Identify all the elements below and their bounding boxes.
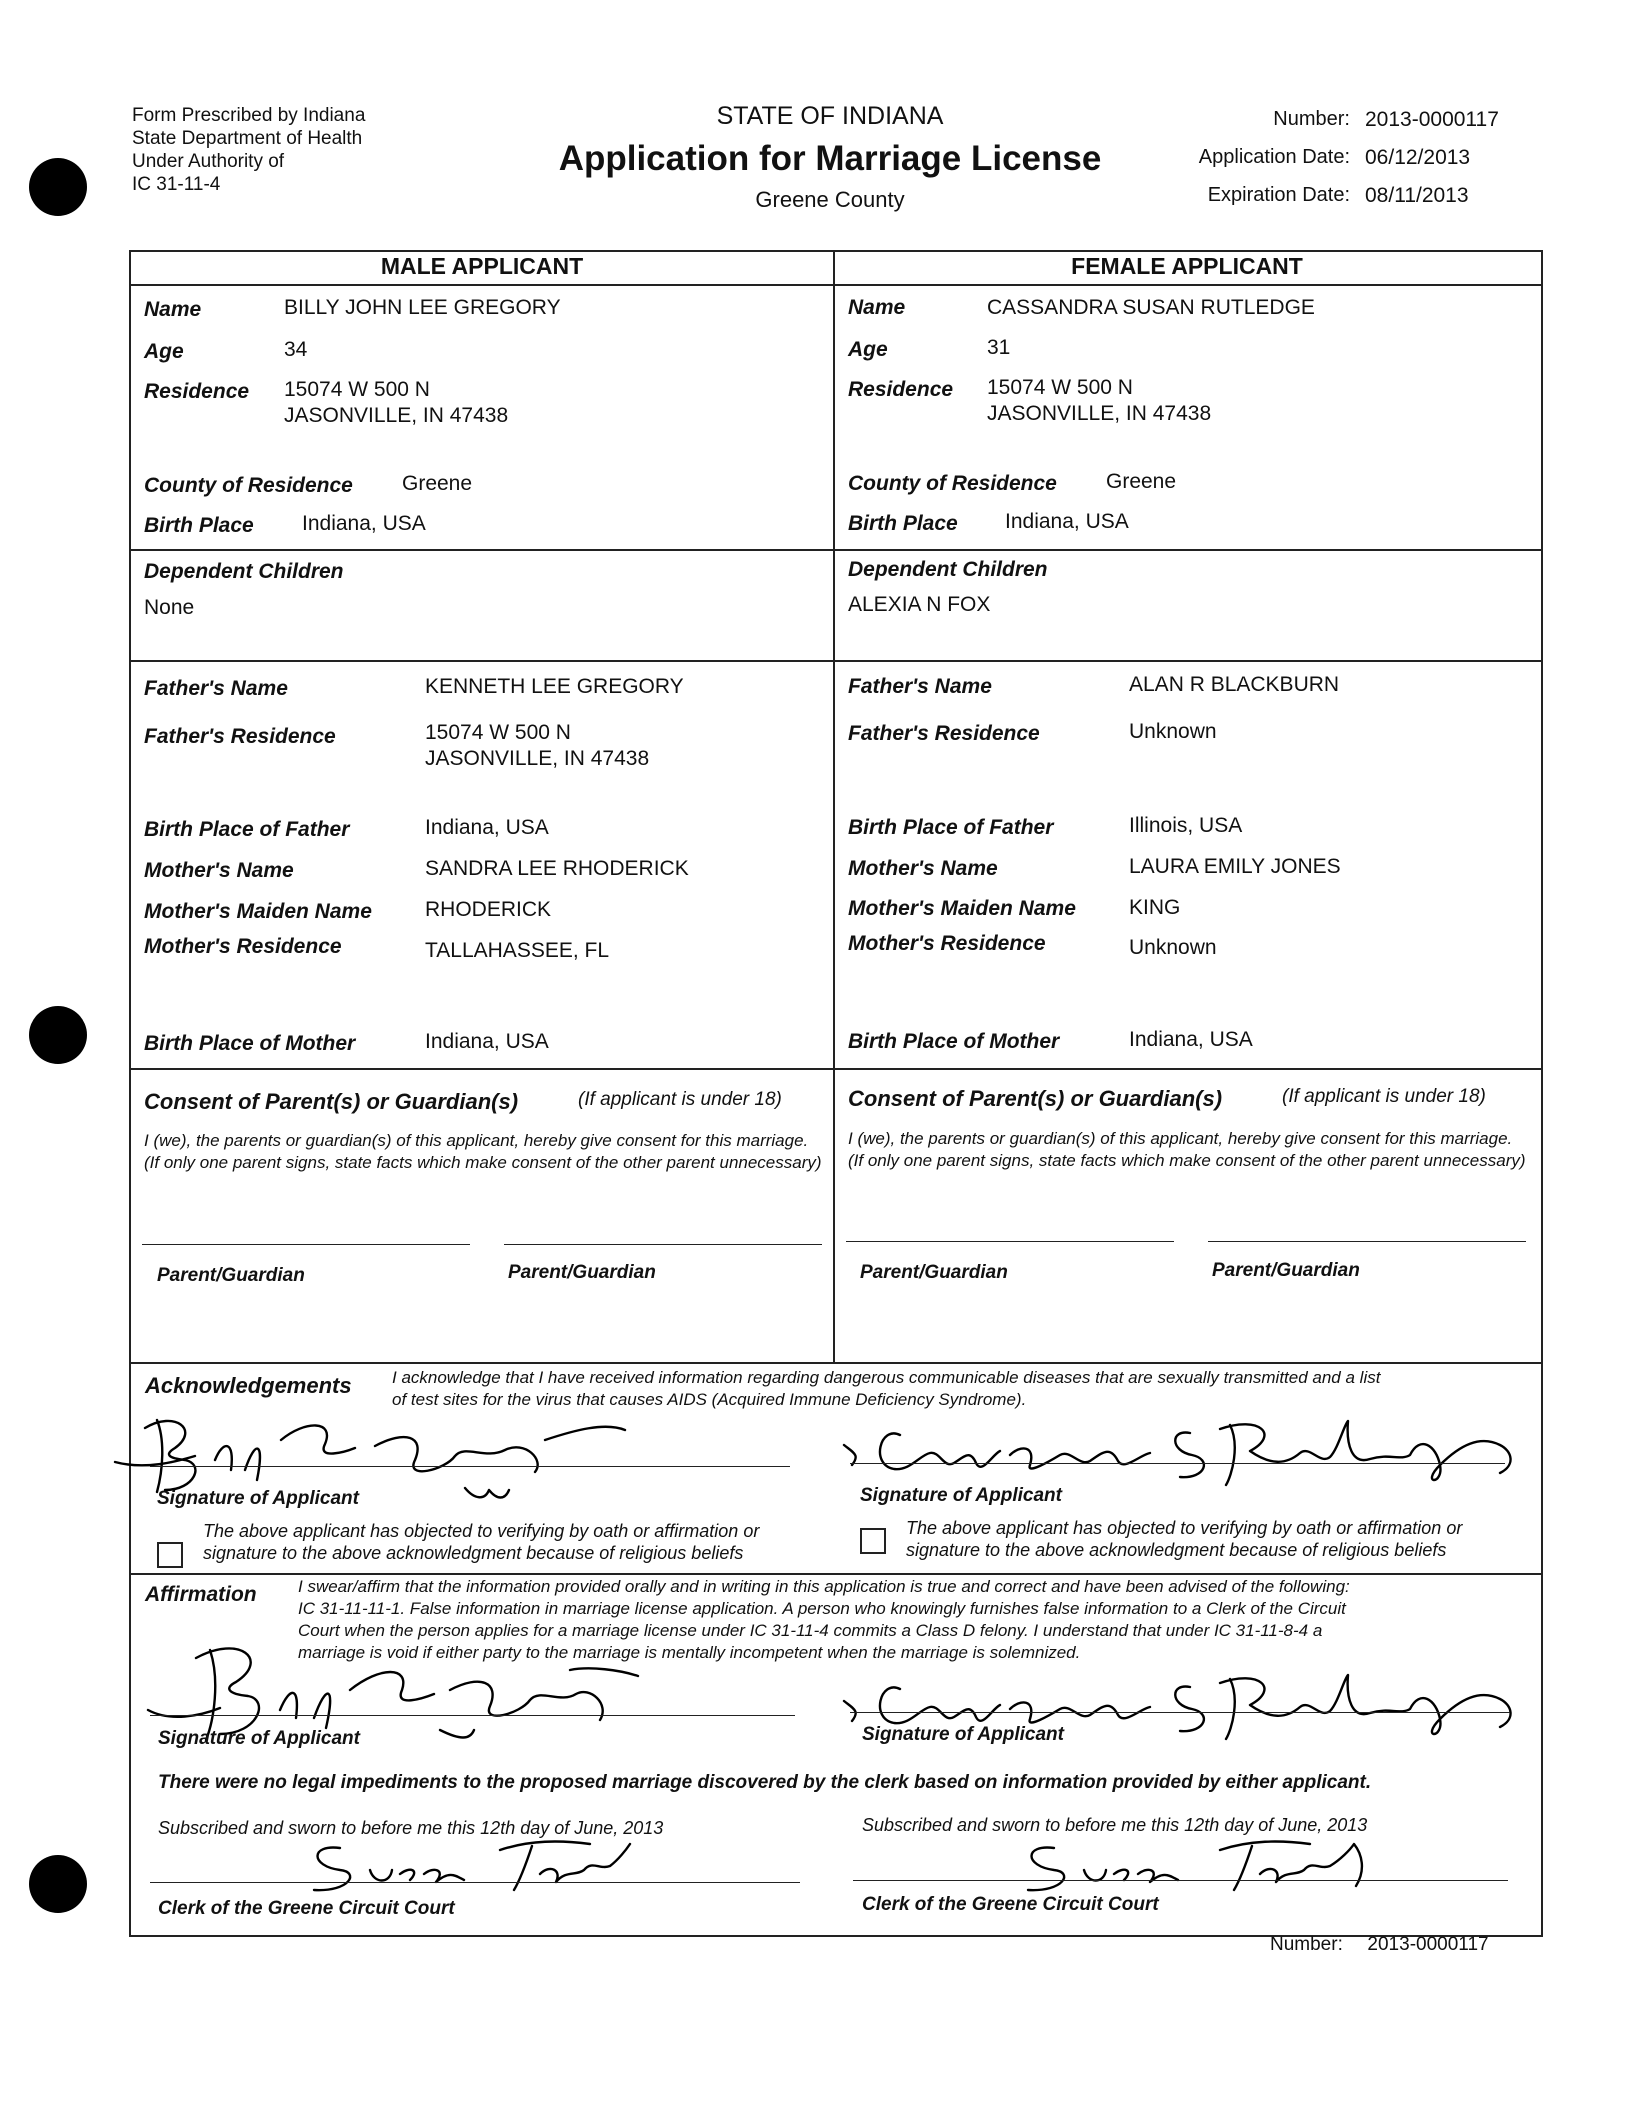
footer-number-value: 2013-0000117 bbox=[1367, 1934, 1489, 1955]
objection-text: The above applicant has objected to verifying by oath or affirmation or signature to the above acknowledgment because of religious beliefs bbox=[203, 1521, 760, 1563]
row-divider bbox=[129, 1362, 1541, 1364]
label-fathers-name: Father's Name bbox=[848, 675, 992, 698]
label-fathers-residence: Father's Residence bbox=[144, 725, 336, 748]
label-birth-place: Birth Place bbox=[848, 512, 958, 535]
subscribed-statement: Subscribed and sworn to before me this 12th day of June, 2013 bbox=[862, 1815, 1368, 1835]
male-residence-line2: JASONVILLE, IN 47438 bbox=[284, 404, 509, 427]
acknowledgements-text-line1: I acknowledge that I have received information regarding dangerous communicable diseases that are sexually transmitted and a list bbox=[392, 1368, 1381, 1387]
label-dependent-children: Dependent Children bbox=[144, 560, 344, 583]
affirmation-text-line3: Court when the person applies for a marriage license under IC 31-11-4 commits a Class D felony. I understand that under IC 31-11-8-4 a bbox=[298, 1621, 1323, 1640]
male-mothers-name: SANDRA LEE RHODERICK bbox=[425, 857, 689, 880]
signature-of-applicant-label: Signature of Applicant bbox=[860, 1485, 1062, 1506]
male-applicant-heading: MALE APPLICANT bbox=[380, 253, 584, 279]
label-birth-place-of-mother: Birth Place of Mother bbox=[848, 1030, 1060, 1053]
consent-note: (If applicant is under 18) bbox=[578, 1089, 782, 1110]
document-title-block bbox=[520, 102, 1140, 213]
male-county: Greene bbox=[402, 472, 473, 495]
label-mothers-name: Mother's Name bbox=[144, 859, 294, 882]
application-date-label: Application Date: bbox=[1198, 146, 1350, 168]
punch-hole-middle bbox=[29, 1006, 87, 1064]
male-name: BILLY JOHN LEE GREGORY bbox=[284, 296, 561, 319]
label-birth-place-of-father: Birth Place of Father bbox=[144, 818, 350, 841]
parent-guardian-line bbox=[1208, 1241, 1526, 1242]
female-mothers-maiden-name: KING bbox=[1129, 896, 1181, 919]
applicant-signature-line bbox=[850, 1463, 1505, 1464]
affirmation-heading: Affirmation bbox=[145, 1583, 257, 1606]
male-religious-objection-checkbox[interactable] bbox=[157, 1542, 183, 1568]
authority-line: Under Authority of bbox=[132, 151, 285, 172]
application-date: 06/12/2013 bbox=[1365, 146, 1471, 169]
label-fathers-name: Father's Name bbox=[144, 677, 288, 700]
label-birth-place-of-father: Birth Place of Father bbox=[848, 816, 1054, 839]
male-mothers-maiden-name: RHODERICK bbox=[425, 898, 552, 921]
male-birth-place-of-mother: Indiana, USA bbox=[425, 1030, 549, 1053]
male-residence-line1: 15074 W 500 N bbox=[284, 378, 430, 401]
signature-of-applicant-label: Signature of Applicant bbox=[157, 1488, 359, 1509]
parent-guardian-label: Parent/Guardian bbox=[1212, 1260, 1360, 1281]
label-name: Name bbox=[144, 298, 202, 321]
applicant-signature-line bbox=[150, 1715, 795, 1716]
female-mothers-name: LAURA EMILY JONES bbox=[1129, 855, 1341, 878]
label-county-of-residence: County of Residence bbox=[848, 472, 1057, 495]
number-label: Number: bbox=[1273, 108, 1350, 130]
authority-line: Form Prescribed by Indiana bbox=[132, 105, 366, 126]
male-mothers-residence: TALLAHASSEE, FL bbox=[425, 939, 610, 962]
expiration-date-label: Expiration Date: bbox=[1207, 184, 1350, 206]
applicant-signature-line bbox=[850, 1712, 1510, 1713]
female-fathers-name: ALAN R BLACKBURN bbox=[1129, 673, 1340, 696]
subscribed-statement: Subscribed and sworn to before me this 12th day of June, 2013 bbox=[158, 1818, 664, 1838]
form-authority bbox=[132, 104, 365, 196]
parent-guardian-label: Parent/Guardian bbox=[508, 1262, 656, 1283]
label-age: Age bbox=[848, 338, 888, 361]
consent-heading: Consent of Parent(s) or Guardian(s) bbox=[144, 1089, 519, 1114]
parent-guardian-line bbox=[142, 1244, 470, 1245]
label-dependent-children: Dependent Children bbox=[848, 558, 1048, 581]
footer-number-label: Number: bbox=[1270, 1934, 1343, 1955]
male-fathers-residence-line2: JASONVILLE, IN 47438 bbox=[425, 747, 650, 770]
clerk-label: Clerk of the Greene Circuit Court bbox=[158, 1898, 455, 1919]
female-name: CASSANDRA SUSAN RUTLEDGE bbox=[987, 296, 1315, 319]
signature-of-applicant-label: Signature of Applicant bbox=[862, 1724, 1064, 1745]
female-birth-place-of-mother: Indiana, USA bbox=[1129, 1028, 1253, 1051]
clerk-label: Clerk of the Greene Circuit Court bbox=[862, 1894, 1159, 1915]
male-birth-place-of-father: Indiana, USA bbox=[425, 816, 549, 839]
footer-number bbox=[1270, 1934, 1489, 1956]
female-age: 31 bbox=[987, 336, 1011, 359]
female-county: Greene bbox=[1106, 470, 1177, 493]
clerk-signature-female-side bbox=[1010, 1830, 1380, 1900]
authority-line: IC 31-11-4 bbox=[132, 174, 221, 195]
license-number: 2013-0000117 bbox=[1365, 108, 1499, 131]
row-divider bbox=[129, 284, 1541, 286]
row-divider bbox=[129, 1573, 1541, 1575]
no-impediments-statement: There were no legal impediments to the proposed marriage discovered by the clerk based on information provided by either applicant. bbox=[158, 1772, 1372, 1793]
signature-of-applicant-label: Signature of Applicant bbox=[158, 1728, 360, 1749]
female-residence-line2: JASONVILLE, IN 47438 bbox=[987, 402, 1212, 425]
label-mothers-maiden-name: Mother's Maiden Name bbox=[144, 900, 372, 923]
punch-hole-bottom bbox=[29, 1855, 87, 1913]
female-birth-place: Indiana, USA bbox=[1005, 510, 1129, 533]
expiration-date: 08/11/2013 bbox=[1365, 184, 1469, 207]
parent-guardian-label: Parent/Guardian bbox=[157, 1265, 305, 1286]
male-dependent-children: None bbox=[144, 596, 195, 619]
female-dependent-children: ALEXIA N FOX bbox=[848, 593, 991, 616]
male-fathers-residence-line1: 15074 W 500 N bbox=[425, 721, 571, 744]
punch-hole-top bbox=[29, 158, 87, 216]
label-birth-place-of-mother: Birth Place of Mother bbox=[144, 1032, 356, 1055]
label-residence: Residence bbox=[144, 380, 250, 403]
applicant-signature-line bbox=[150, 1466, 790, 1467]
affirmation-text-line2: IC 31-11-11-1. False information in marriage license application. A person who knowingly furnishes false information to a Clerk of the Circuit bbox=[298, 1599, 1346, 1618]
female-mothers-residence: Unknown bbox=[1129, 936, 1217, 959]
consent-heading: Consent of Parent(s) or Guardian(s) bbox=[848, 1086, 1223, 1111]
affirmation-text-line4: marriage is void if either party to the marriage is mentally incompetent when the marriage is solemnized. bbox=[298, 1643, 1081, 1662]
female-fathers-residence: Unknown bbox=[1129, 720, 1217, 743]
clerk-signature-male-side bbox=[300, 1830, 640, 1900]
consent-text: I (we), the parents or guardian(s) of this applicant, hereby give consent for this marriage. (If only one parent signs, state facts which make consent of the other parent unnecessary) bbox=[848, 1129, 1526, 1170]
row-divider bbox=[129, 660, 1541, 662]
female-signature-acknowledgement bbox=[840, 1405, 1520, 1495]
male-fathers-name: KENNETH LEE GREGORY bbox=[425, 675, 684, 698]
parent-guardian-label: Parent/Guardian bbox=[860, 1262, 1008, 1283]
label-mothers-residence: Mother's Residence bbox=[144, 935, 342, 958]
column-divider bbox=[833, 252, 835, 1362]
page-title: Application for Marriage License bbox=[558, 139, 1102, 178]
label-mothers-residence: Mother's Residence bbox=[848, 932, 1046, 955]
parent-guardian-line bbox=[846, 1241, 1174, 1242]
clerk-signature-line bbox=[150, 1882, 800, 1883]
female-religious-objection-checkbox[interactable] bbox=[860, 1528, 886, 1554]
label-residence: Residence bbox=[848, 378, 954, 401]
female-applicant-heading: FEMALE APPLICANT bbox=[1071, 253, 1303, 279]
acknowledgements-text-line2: of test sites for the virus that causes AIDS (Acquired Immune Deficiency Syndrome). bbox=[392, 1390, 1027, 1409]
clerk-signature-line bbox=[853, 1880, 1508, 1881]
label-name: Name bbox=[848, 296, 906, 319]
authority-line: State Department of Health bbox=[132, 128, 363, 149]
row-divider bbox=[129, 1068, 1541, 1070]
state-heading: STATE OF INDIANA bbox=[716, 102, 944, 130]
label-county-of-residence: County of Residence bbox=[144, 474, 353, 497]
objection-text: The above applicant has objected to verifying by oath or affirmation or signature to the above acknowledgment because of religious beliefs bbox=[906, 1518, 1463, 1560]
female-residence-line1: 15074 W 500 N bbox=[987, 376, 1133, 399]
male-age: 34 bbox=[284, 338, 308, 361]
label-age: Age bbox=[144, 340, 184, 363]
label-mothers-name: Mother's Name bbox=[848, 857, 998, 880]
consent-text: I (we), the parents or guardian(s) of this applicant, hereby give consent for this marriage. (If only one parent signs, state facts which make consent of the other parent unnecessary) bbox=[144, 1131, 822, 1172]
parent-guardian-line bbox=[504, 1244, 822, 1245]
county-heading: Greene County bbox=[755, 187, 905, 212]
acknowledgements-heading: Acknowledgements bbox=[145, 1373, 352, 1398]
consent-note: (If applicant is under 18) bbox=[1282, 1086, 1486, 1107]
label-mothers-maiden-name: Mother's Maiden Name bbox=[848, 897, 1076, 920]
female-birth-place-of-father: Illinois, USA bbox=[1129, 814, 1243, 837]
label-birth-place: Birth Place bbox=[144, 514, 254, 537]
row-divider bbox=[129, 549, 1541, 551]
affirmation-text-line1: I swear/affirm that the information provided orally and in writing in this application is true and correct and have been advised of the following: bbox=[298, 1577, 1350, 1596]
label-fathers-residence: Father's Residence bbox=[848, 722, 1040, 745]
male-birth-place: Indiana, USA bbox=[302, 512, 426, 535]
